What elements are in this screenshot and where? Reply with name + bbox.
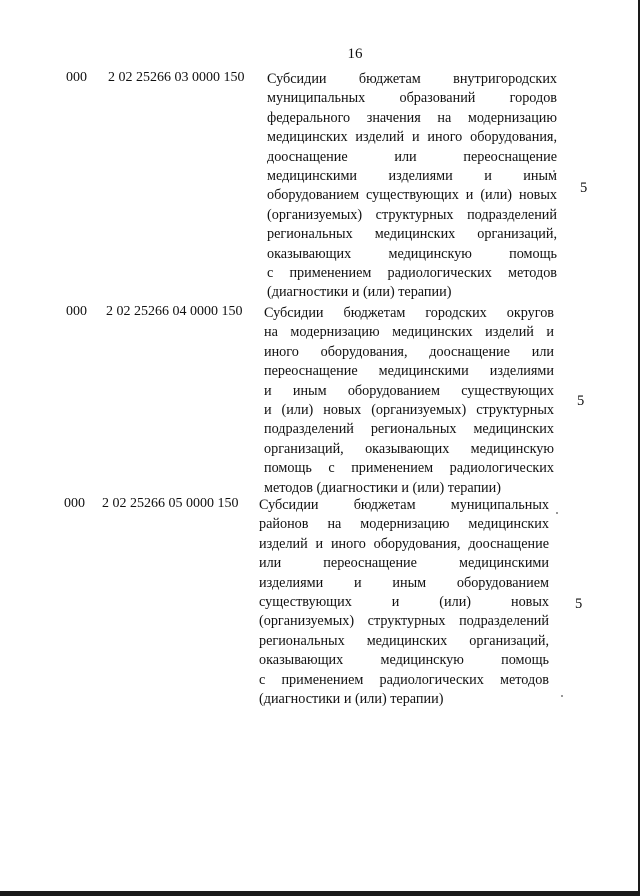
scan-speck: [556, 512, 558, 514]
description-line: переоснащение медицинскими изделиями: [264, 363, 554, 380]
description-line: или переоснащение медицинскими: [259, 555, 549, 572]
description-line: Субсидии бюджетам внутригородских: [267, 71, 557, 87]
kbk-code: 2 02 25266 04 0000 150: [106, 304, 243, 319]
amount-value: 5: [580, 180, 588, 196]
description-line: изделиями и иным оборудованием: [259, 574, 549, 591]
description-line: региональных медицинских организаций,: [267, 226, 557, 243]
row-description: [267, 70, 557, 303]
description-line: и иным оборудованием существующих: [264, 382, 554, 399]
scan-border-bottom: [0, 891, 640, 896]
admin-code: 000: [66, 304, 87, 319]
description-line: иного оборудования, дооснащение или: [264, 343, 554, 360]
description-line: федерального значения на модернизацию: [267, 109, 557, 126]
admin-code: 000: [64, 496, 85, 511]
description-line: методов (диагностики и (или) терапии): [264, 479, 501, 496]
description-line: дооснащение или переоснащение: [267, 148, 557, 165]
description-line: (диагностики и (или) терапии): [267, 284, 452, 301]
description-line: (диагностики и (или) терапии): [259, 691, 444, 708]
description-line: Субсидии бюджетам муниципальных: [259, 497, 549, 513]
description-line: муниципальных образований городов: [267, 90, 557, 107]
admin-code: 000: [66, 70, 87, 85]
description-line: организаций, оказывающих медицинскую: [264, 440, 554, 457]
description-line: с применением радиологических методов: [267, 265, 557, 282]
kbk-code: 2 02 25266 03 0000 150: [108, 70, 245, 85]
description-line: (организуемых) структурных подразделений: [267, 206, 557, 223]
kbk-code: 2 02 25266 05 0000 150: [102, 496, 239, 511]
description-line: на модернизацию медицинских изделий и: [264, 324, 554, 341]
description-line: изделий и иного оборудования, дооснащение: [259, 535, 549, 552]
description-line: и (или) новых (организуемых) структурных: [264, 402, 554, 419]
description-line: оборудованием существующих и (или) новых: [267, 187, 557, 204]
description-line: оказывающих медицинскую помощь: [259, 652, 549, 669]
description-line: региональных медицинских организаций,: [259, 632, 549, 649]
description-line: оказывающих медицинскую помощь: [267, 245, 557, 262]
description-line: подразделений региональных медицинских: [264, 421, 554, 438]
description-line: Субсидии бюджетам городских округов: [264, 305, 554, 321]
description-line: медицинских изделий и иного оборудования,: [267, 129, 557, 146]
description-line: с применением радиологических методов: [259, 671, 549, 688]
description-line: (организуемых) структурных подразделений: [259, 613, 549, 630]
scan-speck: [561, 695, 563, 697]
page-number: 16: [347, 46, 363, 62]
description-line: существующих и (или) новых: [259, 594, 549, 611]
description-line: медицинскими изделиями и иным: [267, 168, 557, 185]
description-line: районов на модернизацию медицинских: [259, 516, 549, 533]
description-line: помощь с применением радиологических: [264, 460, 554, 477]
amount-value: 5: [575, 596, 583, 612]
row-description: [264, 304, 554, 498]
amount-value: 5: [577, 393, 585, 409]
row-description: [259, 496, 549, 709]
